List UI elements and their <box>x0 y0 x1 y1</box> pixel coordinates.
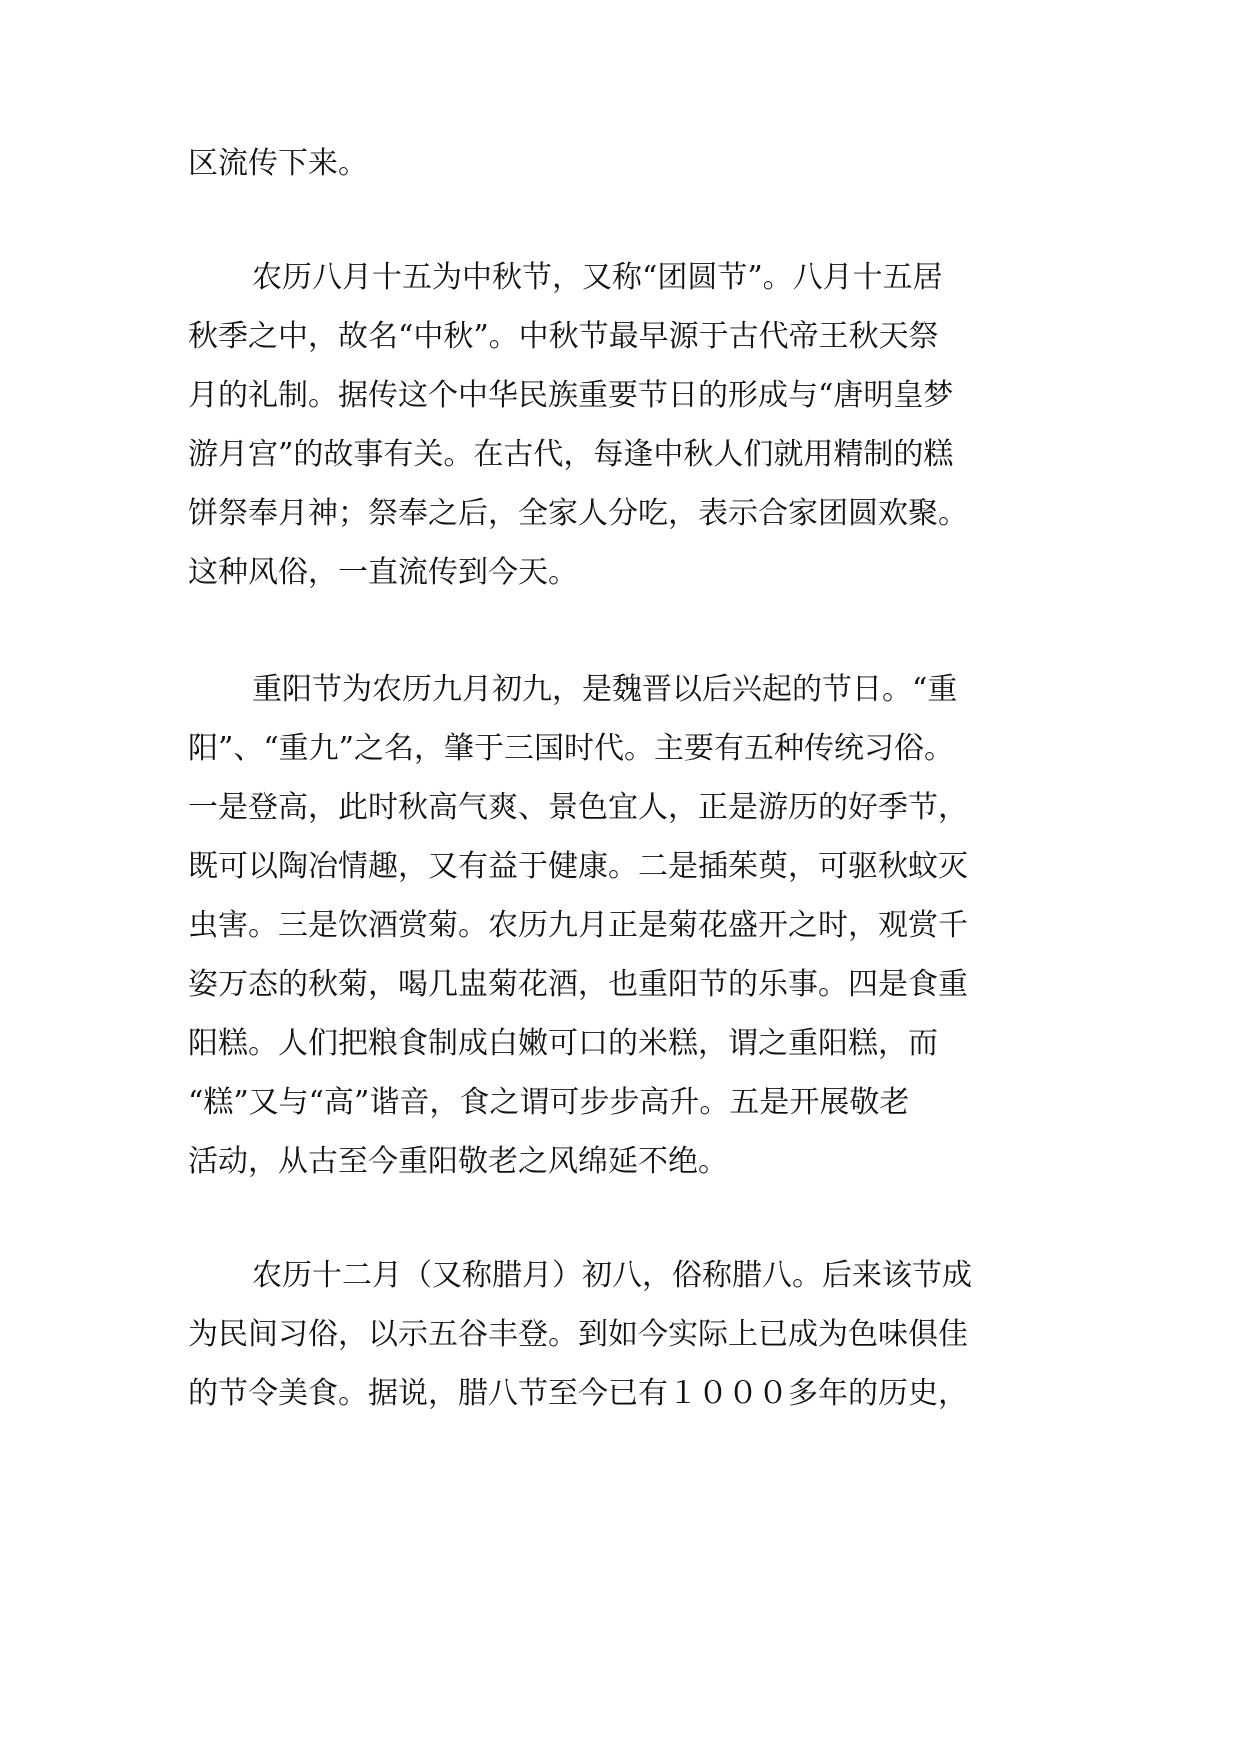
text-line: 阳糕。人们把粮食制成白嫩可口的米糕，谓之重阳糕，而 <box>188 1026 938 1061</box>
text-line: 重阳节为农历九月初九，是魏晋以后兴起的节日。“重 <box>252 672 958 707</box>
text-line: 这种风俗，一直流传到今天。 <box>188 555 578 590</box>
text-line: 秋季之中，故名“中秋”。中秋节最早源于古代帝王秋天祭 <box>188 319 939 354</box>
text-line: 活动，从古至今重阳敬老之风绵延不绝。 <box>188 1144 728 1179</box>
text-line: 阳”、“重九”之名，肇于三国时代。主要有五种传统习俗。 <box>188 731 955 766</box>
text-line: 饼祭奉月神；祭奉之后，全家人分吃，表示合家团圆欢聚。 <box>188 496 968 531</box>
text-line: 月的礼制。据传这个中华民族重要节日的形成与“唐明皇梦 <box>188 378 954 413</box>
text-line: 为民间习俗，以示五谷丰登。到如今实际上已成为色味俱佳 <box>188 1317 968 1352</box>
text-line: 的节令美食。据说，腊八节至今已有１０００多年的历史， <box>188 1376 968 1411</box>
text-line: 虫害。三是饮酒赏菊。农历九月正是菊花盛开之时，观赏千 <box>188 908 968 943</box>
text-line: 既可以陶冶情趣，又有益于健康。二是插茱萸，可驱秋蚊灭 <box>188 849 968 884</box>
text-line: 一是登高，此时秋高气爽、景色宜人，正是游历的好季节， <box>188 790 968 825</box>
text-line: 游月宫”的故事有关。在古代，每逢中秋人们就用精制的糕 <box>188 437 954 472</box>
text-line: 农历十二月（又称腊月）初八，俗称腊八。后来该节成 <box>252 1258 972 1293</box>
text-line: “糕”又与“高”谐音，食之谓可步步高升。五是开展敬老 <box>188 1085 910 1120</box>
text-line: 姿万态的秋菊，喝几盅菊花酒，也重阳节的乐事。四是食重 <box>188 967 968 1002</box>
text-line: 农历八月十五为中秋节，又称“团圆节”。八月十五居 <box>252 260 943 295</box>
text-line: 区流传下来。 <box>188 146 368 181</box>
